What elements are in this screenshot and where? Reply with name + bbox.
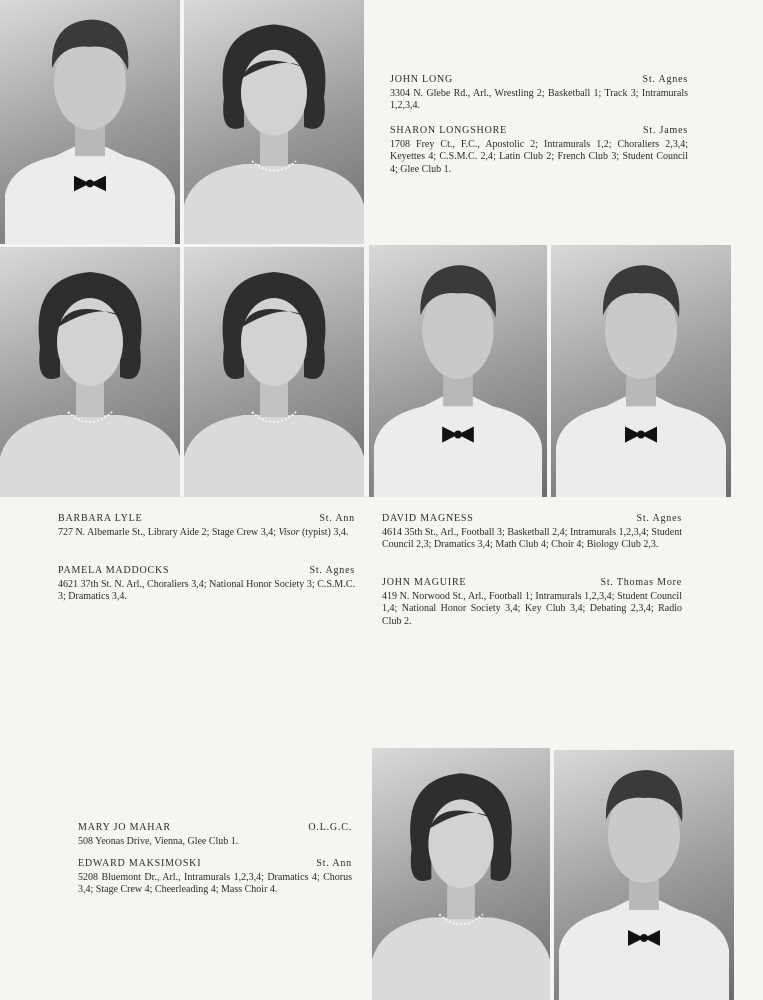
entry-edward-maksimoski [78, 858, 352, 897]
student-name: DAVID MAGNESS [382, 513, 474, 524]
entry-john-long [390, 74, 688, 113]
student-activities: 3304 N. Glebe Rd., Arl., Wrestling 2; Basketball 1; Track 3; Intramurals 1,2,3,4. [390, 87, 688, 111]
portrait-david-magness [369, 245, 547, 497]
student-activities: 419 N. Norwood St., Arl., Football 1; Intramurals 1,2,3,4; Student Council 1,4; National Honor Society 3,4; Key Club 3,4; Debating 2,3,4; Radio Club 2. [382, 590, 682, 627]
portrait-john-long [0, 0, 180, 244]
entry-mary-jo-mahar [78, 822, 352, 848]
portrait-pamela-maddocks [184, 247, 364, 497]
student-activities: 508 Yeonas Drive, Vienna, Glee Club 1. [78, 835, 239, 847]
parish: St. Agnes [309, 565, 355, 576]
parish: St. Agnes [642, 74, 688, 85]
student-activities: 4621 37th St. N. Arl., Choraliers 3,4; National Honor Society 3; C.S.M.C. 3; Dramatics 3,4. [58, 578, 355, 602]
portrait-edward-maksimoski [554, 750, 734, 1000]
portrait-sharon-longshore [184, 0, 364, 244]
entry-david-magness [382, 513, 682, 552]
student-name: PAMELA MADDOCKS [58, 565, 170, 576]
parish: St. Ann [319, 513, 355, 524]
portrait-barbara-lyle [0, 247, 180, 497]
parish: St. Thomas More [600, 577, 682, 588]
student-name: JOHN MAGUIRE [382, 577, 467, 588]
parish: St. James [643, 125, 688, 136]
student-activities: 5208 Bluemont Dr., Arl., Intramurals 1,2,3,4; Dramatics 4; Chorus 3,4; Stage Crew 4; Cheerleading 4; Mass Choir 4. [78, 871, 352, 895]
parish: St. Ann [316, 858, 352, 869]
student-name: JOHN LONG [390, 74, 454, 85]
student-activities: 4614 35th St., Arl., Football 3; Basketball 2,4; Intramurals 1,2,3,4; Student Council 2,3; Dramatics 3,4; Math Club 4; Choir 4; Biology Club 2,3. [382, 526, 682, 550]
student-name: EDWARD MAKSIMOSKI [78, 858, 202, 869]
entry-john-maguire [382, 577, 682, 628]
portrait-john-maguire [551, 245, 731, 497]
parish: O.L.G.C. [308, 822, 352, 833]
student-name: BARBARA LYLE [58, 513, 143, 524]
student-activities: 727 N. Albemarle St., Library Aide 2; Stage Crew 3,4; Visor (typist) 3,4. [58, 526, 349, 538]
entry-sharon-longshore [390, 125, 688, 176]
student-name: SHARON LONGSHORE [390, 125, 507, 136]
entry-barbara-lyle [58, 513, 355, 539]
parish: St. Agnes [636, 513, 682, 524]
student-name: MARY JO MAHAR [78, 822, 171, 833]
portrait-mary-jo-mahar [372, 748, 550, 1000]
entry-pamela-maddocks [58, 565, 355, 604]
student-activities: 1708 Frey Ct., F.C., Apostolic 2; Intramurals 1,2; Choraliers 2,3,4; Keyettes 4; C.S.M.C. 2,4; Latin Club 2; French Club 3; Student Council 4; Glee Club 1. [390, 138, 688, 175]
